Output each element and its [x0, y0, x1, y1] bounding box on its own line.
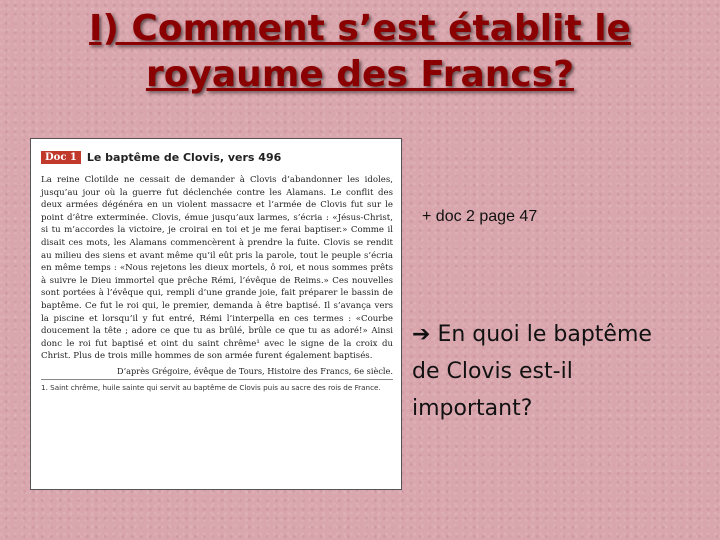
question-text: En quoi le baptême de Clovis est-il important?	[412, 322, 652, 421]
document-body: La reine Clotilde ne cessait de demander à Clovis d’abandonner les idoles, jusqu’au jour où la guerre fut déclenchée contre les Alamans. Le conflit des deux armées dégénéra en un violent massacre et l’armée de Clovis fut sur le point d’être exterminée. Clovis, émue jusqu’aux larmes, s’écria : «Jésus-Christ, si tu m’accordes la victoire, je croirai en toi et je me ferai baptiser.» Comme il disait ces mots, les Alamans commencèrent à prendre la fuite. Clovis se rendit au milieu des siens et avant même qu’il eût pris la parole, tout le peuple s’écria en même temps : «Nous rejetons les dieux mortels, ô roi, et nous sommes prêts à suivre le Dieu immortel que prêche Rémi, l’évêque de Reims.» Ces nouvelles sont portées à l’évêque qui, rempli d’une grande joie, fait préparer le bassin de baptême. Ce fut le roi qui, le premier, demanda à être baptisé. Il s’avança vers la piscine et lorsqu’il y fut entré, Rémi l’interpella en ces termes : «Courbe doucement la tête ; adore ce que tu as brûlé, brûle ce que tu as adoré!» Ainsi donc le roi fut baptisé et oint du saint chrême¹ avec le signe de la croix du Christ. Plus de trois mille hommes de son armée furent également baptisés.	[41, 175, 393, 362]
question	[412, 316, 682, 427]
document-image	[30, 138, 402, 490]
document-header	[41, 151, 393, 164]
right-arrow-icon: ➔	[412, 322, 431, 347]
document-heading: Le baptême de Clovis, vers 496	[86, 151, 282, 164]
slide-title: I) Comment s’est établit le royaume des Francs?	[89, 8, 631, 95]
document-footnote: 1. Saint chrême, huile sainte qui servit au baptême de Clovis puis au sacre des rois de France.	[41, 379, 393, 393]
document-reference: + doc 2 page 47	[422, 208, 538, 225]
document-badge: Doc 1	[41, 151, 81, 164]
document-source: D’après Grégoire, évêque de Tours, Histoire des Francs, 6e siècle.	[117, 365, 393, 376]
